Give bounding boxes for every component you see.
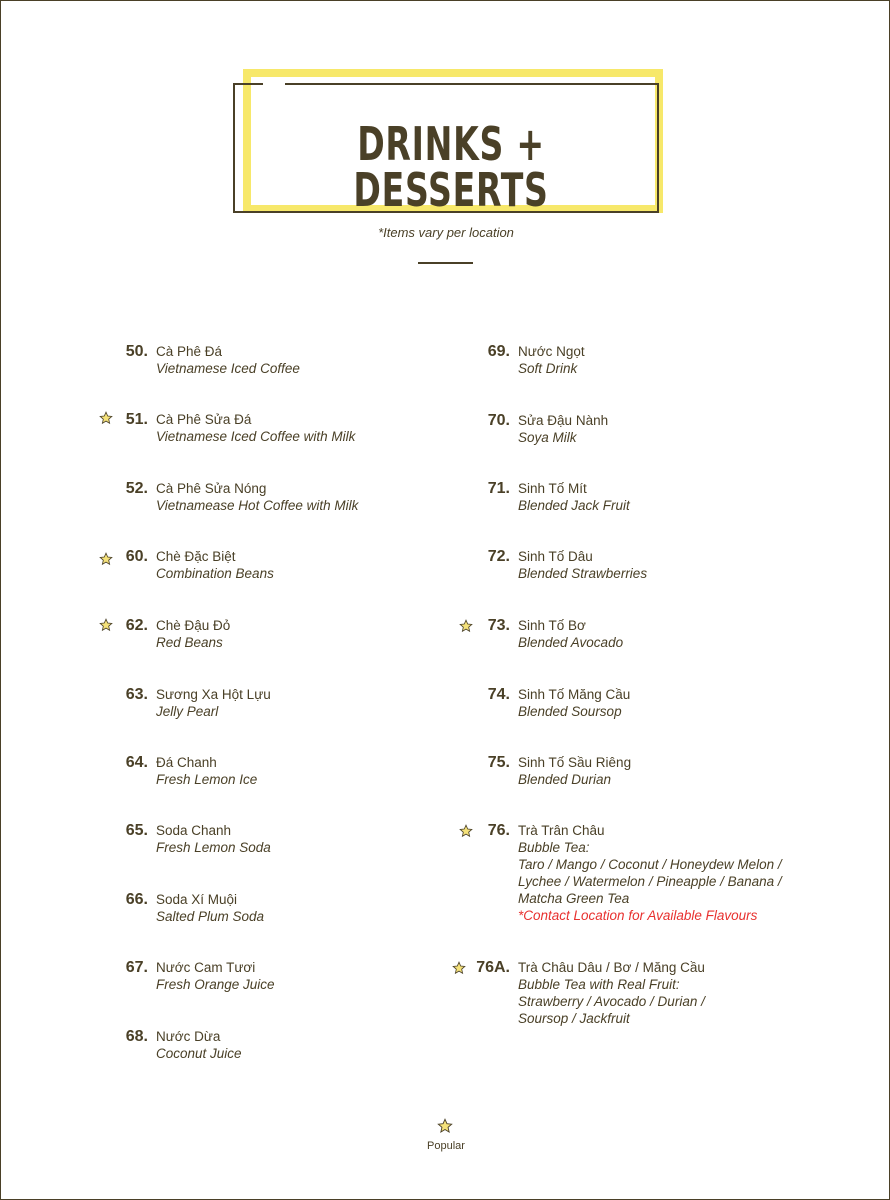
menu-item-68 xyxy=(125,1028,242,1062)
item-name: Nước Dừa xyxy=(156,1029,221,1044)
popular-star-icon xyxy=(459,824,473,838)
item-name: Đá Chanh xyxy=(156,755,217,770)
menu-item-76 xyxy=(487,822,782,924)
menu-item-65 xyxy=(125,822,271,856)
popular-star-icon xyxy=(99,552,113,566)
popular-star-icon xyxy=(99,618,113,632)
item-number: 66. xyxy=(125,891,148,908)
item-name: Chè Đậu Đỏ xyxy=(156,618,231,633)
item-number: 75. xyxy=(487,754,510,771)
location-note: *Items vary per location xyxy=(378,225,514,240)
flavour-line: Taro / Mango / Coconut / Honeydew Melon / xyxy=(518,857,782,872)
item-description: Red Beans xyxy=(156,635,223,650)
item-number: 51. xyxy=(125,411,148,428)
dark-frame-top-left xyxy=(233,83,263,85)
item-description: Coconut Juice xyxy=(156,1046,242,1061)
item-description: Blended Soursop xyxy=(518,704,622,719)
item-number: 62. xyxy=(125,617,148,634)
item-name: Nước Ngọt xyxy=(518,344,585,359)
item-number: 60. xyxy=(125,548,148,565)
flavour-line: Matcha Green Tea xyxy=(518,891,630,906)
item-description: Vietnamese Iced Coffee xyxy=(156,361,300,376)
popular-star-icon xyxy=(99,411,113,425)
item-number: 73. xyxy=(487,617,510,634)
header-divider xyxy=(418,262,473,264)
item-description: Jelly Pearl xyxy=(156,704,219,719)
item-name: Cà Phê Sửa Nóng xyxy=(156,481,267,496)
fruit-line: Soursop / Jackfruit xyxy=(518,1011,630,1026)
item-name: Sinh Tố Dâu xyxy=(518,549,593,564)
item-name: Trà Trân Châu xyxy=(518,823,605,838)
popular-star-icon xyxy=(452,961,466,975)
menu-item-72 xyxy=(487,548,648,582)
menu-item-51 xyxy=(125,411,356,445)
page-title: DRINKS + DESSERTS xyxy=(353,117,549,217)
menu-item-74 xyxy=(487,686,631,720)
menu-item-50 xyxy=(125,343,300,377)
title-frame xyxy=(233,69,669,215)
item-description: Bubble Tea with Real Fruit: xyxy=(518,977,680,992)
menu-item-66 xyxy=(125,891,265,925)
item-name: Cà Phê Sửa Đá xyxy=(156,412,252,427)
item-name: Soda Xí Muội xyxy=(156,892,238,907)
item-description: Soya Milk xyxy=(518,430,577,445)
item-number: 52. xyxy=(125,480,148,497)
item-number: 76A. xyxy=(476,959,510,976)
item-number: 72. xyxy=(487,548,510,565)
menu-item-71 xyxy=(487,480,630,514)
item-name: Sương Xa Hột Lựu xyxy=(156,687,271,702)
item-name: Trà Châu Dâu / Bơ / Măng Cầu xyxy=(518,960,705,975)
item-description: Blended Avocado xyxy=(518,635,624,650)
item-number: 69. xyxy=(487,343,510,360)
menu-item-70 xyxy=(487,412,609,446)
star-icon xyxy=(437,1118,453,1134)
item-description: Vietnamease Hot Coffee with Milk xyxy=(156,498,359,513)
menu-item-64 xyxy=(125,754,258,788)
item-name: Cà Phê Đá xyxy=(156,344,223,359)
menu-item-63 xyxy=(125,686,271,720)
dark-frame-top-right xyxy=(285,83,657,85)
item-description: Fresh Orange Juice xyxy=(156,977,275,992)
item-description: Fresh Lemon Ice xyxy=(156,772,258,787)
item-name: Sửa Đậu Nành xyxy=(518,413,609,428)
item-name: Sinh Tố Măng Cầu xyxy=(518,687,631,702)
item-description: Salted Plum Soda xyxy=(156,909,265,924)
item-description: Bubble Tea: xyxy=(518,840,590,855)
menu-item-52 xyxy=(125,480,359,514)
item-name: Nước Cam Tươi xyxy=(156,960,256,975)
popular-star-icon xyxy=(459,619,473,633)
item-description: Vietnamese Iced Coffee with Milk xyxy=(156,429,356,444)
item-number: 68. xyxy=(125,1028,148,1045)
item-number: 74. xyxy=(487,686,510,703)
item-description: Blended Strawberries xyxy=(518,566,648,581)
item-number: 76. xyxy=(487,822,510,839)
item-number: 64. xyxy=(125,754,148,771)
fruit-line: Strawberry / Avocado / Durian / xyxy=(518,994,705,1009)
availability-alert: *Contact Location for Available Flavours xyxy=(518,908,758,923)
menu-item-67 xyxy=(125,959,275,993)
menu-item-69 xyxy=(487,343,585,377)
item-description: Blended Jack Fruit xyxy=(518,498,630,513)
menu-item-73 xyxy=(487,617,624,651)
menu-item-60 xyxy=(125,548,274,582)
item-description: Fresh Lemon Soda xyxy=(156,840,271,855)
item-number: 65. xyxy=(125,822,148,839)
item-description: Combination Beans xyxy=(156,566,274,581)
menu-item-76a xyxy=(476,959,705,1027)
popular-legend-label: Popular xyxy=(427,1140,465,1152)
item-number: 63. xyxy=(125,686,148,703)
item-number: 71. xyxy=(487,480,510,497)
item-number: 67. xyxy=(125,959,148,976)
item-description: Blended Durian xyxy=(518,772,612,787)
menu-item-75 xyxy=(487,754,632,788)
item-number: 50. xyxy=(125,343,148,360)
item-name: Chè Đặc Biệt xyxy=(156,549,236,564)
flavour-line: Lychee / Watermelon / Pineapple / Banana / xyxy=(518,874,782,889)
item-name: Sinh Tố Bơ xyxy=(518,618,586,633)
item-number: 70. xyxy=(487,412,510,429)
menu-item-62 xyxy=(125,617,231,651)
item-description: Soft Drink xyxy=(518,361,578,376)
item-name: Sinh Tố Mít xyxy=(518,481,587,496)
item-name: Soda Chanh xyxy=(156,823,232,838)
item-name: Sinh Tố Sầu Riêng xyxy=(518,755,632,770)
